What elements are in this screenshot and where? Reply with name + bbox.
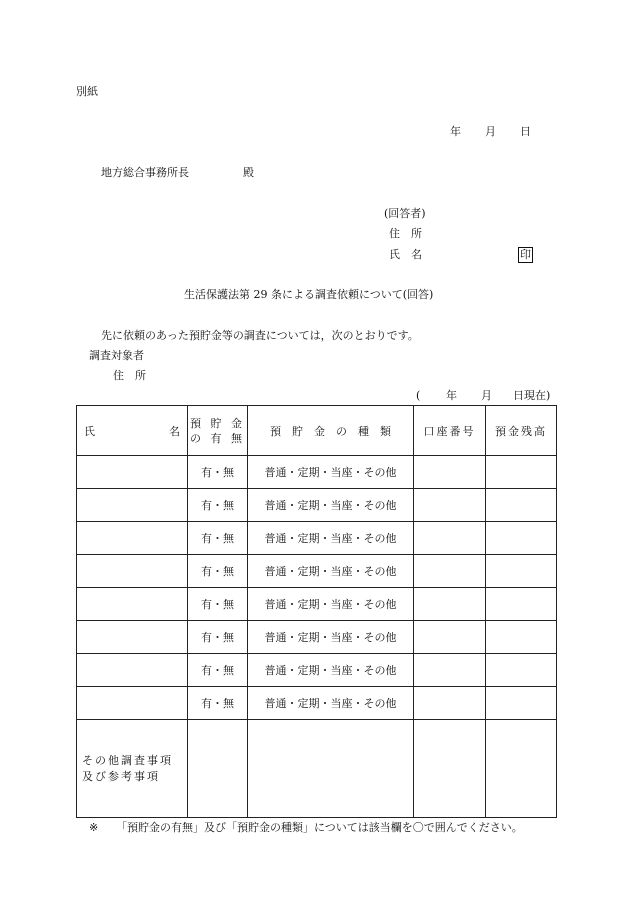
name-cell[interactable] bbox=[77, 456, 188, 489]
table-row bbox=[77, 654, 557, 687]
header-account-number: 口座番号 bbox=[414, 406, 486, 456]
name-cell[interactable] bbox=[77, 489, 188, 522]
header-savings-type: 預 貯 金 の 種 類 bbox=[248, 406, 414, 456]
account-number-cell[interactable] bbox=[414, 555, 486, 588]
balance-cell[interactable] bbox=[486, 654, 557, 687]
as-of-suffix: 日現在) bbox=[513, 389, 551, 402]
account-number-cell[interactable] bbox=[414, 621, 486, 654]
as-of-open-paren: ( bbox=[416, 389, 421, 402]
type-cell[interactable]: 普通・定期・当座・その他 bbox=[248, 489, 414, 522]
header-balance: 預金残高 bbox=[486, 406, 557, 456]
type-cell[interactable]: 普通・定期・当座・その他 bbox=[248, 588, 414, 621]
header-savings-exist bbox=[188, 406, 248, 456]
exist-cell[interactable]: 有・無 bbox=[188, 687, 248, 720]
exist-cell[interactable]: 有・無 bbox=[188, 621, 248, 654]
table-row bbox=[77, 522, 557, 555]
date-day-label: 日 bbox=[520, 125, 531, 138]
name-cell[interactable] bbox=[77, 687, 188, 720]
table-row bbox=[77, 687, 557, 720]
account-number-cell[interactable] bbox=[414, 588, 486, 621]
account-number-cell[interactable] bbox=[414, 687, 486, 720]
header-savings-exist-line2: の 有 無 bbox=[190, 431, 245, 445]
exist-cell[interactable]: 有・無 bbox=[188, 654, 248, 687]
balance-cell[interactable] bbox=[486, 555, 557, 588]
date-year-label: 年 bbox=[450, 125, 461, 138]
table-row bbox=[77, 555, 557, 588]
other-matters-cell[interactable] bbox=[486, 720, 557, 818]
header-savings-exist-line1: 預 貯 金 bbox=[190, 416, 245, 430]
balance-cell[interactable] bbox=[486, 489, 557, 522]
header-name-right: 名 bbox=[169, 424, 180, 438]
other-matters-cell[interactable] bbox=[188, 720, 248, 818]
balance-cell[interactable] bbox=[486, 588, 557, 621]
respondent-name-label: 氏 名 bbox=[389, 248, 422, 261]
balance-cell[interactable] bbox=[486, 456, 557, 489]
other-matters-label-line2: 及び参考事項 bbox=[82, 769, 160, 783]
as-of-year: 年 bbox=[446, 389, 457, 402]
type-cell[interactable]: 普通・定期・当座・その他 bbox=[248, 654, 414, 687]
other-matters-cell[interactable] bbox=[248, 720, 414, 818]
account-number-cell[interactable] bbox=[414, 456, 486, 489]
document-title: 生活保護法第 29 条による調査依頼について(回答) bbox=[184, 288, 434, 301]
type-cell[interactable]: 普通・定期・当座・その他 bbox=[248, 555, 414, 588]
date-month-label: 月 bbox=[485, 125, 496, 138]
other-matters-label-line1: その他調査事項 bbox=[82, 753, 173, 767]
respondent-label: (回答者) bbox=[384, 207, 426, 220]
seal-text: 印 bbox=[520, 248, 531, 261]
seal-mark bbox=[518, 247, 533, 263]
header-name bbox=[77, 406, 188, 456]
attachment-label: 別紙 bbox=[76, 85, 98, 98]
subject-address-label: 住 所 bbox=[113, 369, 146, 382]
header-name-left: 氏 bbox=[84, 424, 95, 438]
exist-cell[interactable]: 有・無 bbox=[188, 456, 248, 489]
savings-table bbox=[76, 405, 557, 818]
respondent-address-label: 住 所 bbox=[389, 227, 422, 240]
type-cell[interactable]: 普通・定期・当座・その他 bbox=[248, 456, 414, 489]
as-of-month: 月 bbox=[481, 389, 492, 402]
name-cell[interactable] bbox=[77, 522, 188, 555]
footnote-text: 「預貯金の有無」及び「預貯金の種類」については該当欄を〇で囲んでください。 bbox=[116, 821, 523, 834]
footnote-mark: ※ bbox=[89, 821, 99, 834]
type-cell[interactable]: 普通・定期・当座・その他 bbox=[248, 621, 414, 654]
name-cell[interactable] bbox=[77, 588, 188, 621]
other-matters-label bbox=[77, 720, 188, 818]
intro-text: 先に依頼のあった預貯金等の調査については，次のとおりです。 bbox=[101, 329, 419, 342]
exist-cell[interactable]: 有・無 bbox=[188, 588, 248, 621]
addressee-honorific: 殿 bbox=[243, 166, 254, 179]
exist-cell[interactable]: 有・無 bbox=[188, 489, 248, 522]
balance-cell[interactable] bbox=[486, 621, 557, 654]
exist-cell[interactable]: 有・無 bbox=[188, 522, 248, 555]
other-matters-row bbox=[77, 720, 557, 818]
account-number-cell[interactable] bbox=[414, 522, 486, 555]
name-cell[interactable] bbox=[77, 654, 188, 687]
table-row bbox=[77, 456, 557, 489]
other-matters-cell[interactable] bbox=[414, 720, 486, 818]
balance-cell[interactable] bbox=[486, 522, 557, 555]
table-row bbox=[77, 621, 557, 654]
addressee-title: 地方総合事務所長 bbox=[101, 166, 189, 179]
name-cell[interactable] bbox=[77, 621, 188, 654]
account-number-cell[interactable] bbox=[414, 654, 486, 687]
balance-cell[interactable] bbox=[486, 687, 557, 720]
type-cell[interactable]: 普通・定期・当座・その他 bbox=[248, 687, 414, 720]
table-header-row bbox=[77, 406, 557, 456]
type-cell[interactable]: 普通・定期・当座・その他 bbox=[248, 522, 414, 555]
name-cell[interactable] bbox=[77, 555, 188, 588]
account-number-cell[interactable] bbox=[414, 489, 486, 522]
exist-cell[interactable]: 有・無 bbox=[188, 555, 248, 588]
table-row bbox=[77, 489, 557, 522]
subject-label: 調査対象者 bbox=[89, 349, 144, 362]
table-row bbox=[77, 588, 557, 621]
